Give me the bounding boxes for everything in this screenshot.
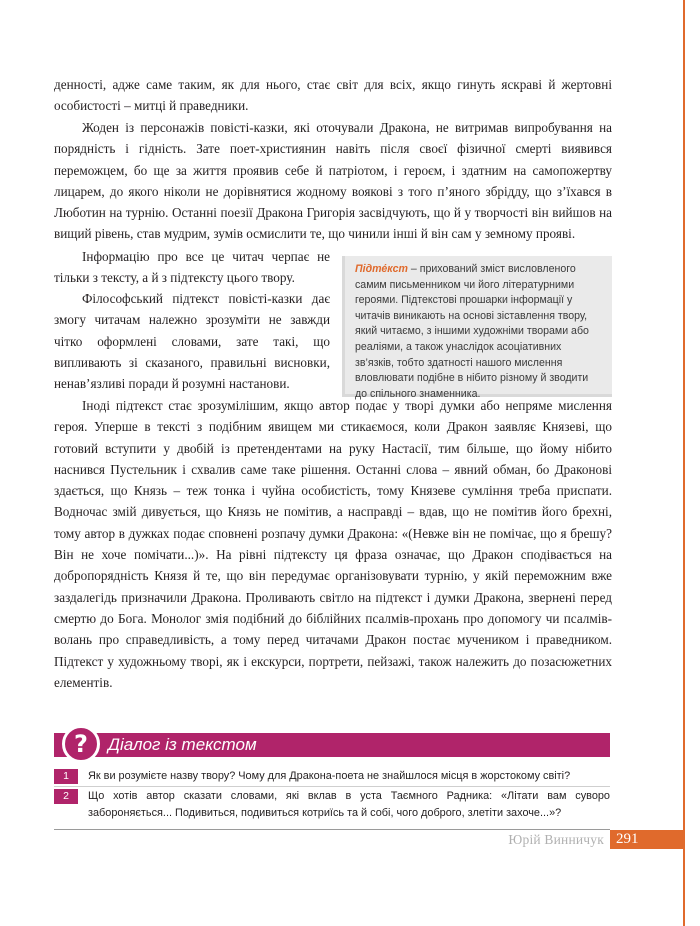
definition-body: – прихований зміст висловленого самим письменником чи його літературними героями. Підтекстові прошарки інформації у читачів виникають на основі зіставлення твору, який читаємо, з іншими художніми творами або реаліями, а також унаслідок асоціативних зв’язків, тобто здатності нашого мислення вловлювати подібне в нібито різному й зводити до спільного знаменника. bbox=[355, 263, 589, 400]
question-text-1: Як ви розумієте назву твору? Чому для Дракона-поета не знайшлося місця в жорстокому світі? bbox=[88, 770, 571, 782]
paragraph-3: Інформацію про все це читач черпає не тільки з тексту, а й з підтексту цього твору. bbox=[54, 249, 330, 286]
question-number-1: 1 bbox=[54, 769, 78, 784]
paragraph-1: денності, адже саме таким, як для нього, стає світ для всіх, якщо гинуть яскраві й жертовні особистості – митці й праведники. bbox=[54, 77, 612, 114]
definition-term: Підте́кст bbox=[355, 263, 408, 275]
footer-author: Юрій Винничук bbox=[508, 832, 604, 847]
question-divider bbox=[54, 786, 610, 787]
page-edge-rule bbox=[683, 0, 685, 926]
dialog-title: Діалог із текстом bbox=[108, 735, 257, 754]
question-number-2: 2 bbox=[54, 789, 78, 804]
definition-note bbox=[342, 256, 612, 400]
paragraph-2: Жоден із персонажів повісті-казки, які оточували Дракона, не витримав випробування на порядність і гідність. Зате поет-християнин навіть після своєї фізичної смерті виявився переможцем, бо ще за життя проявив себе й патріотом, і героєм, і здатним на самопожертву лицарем, до якого ніколи не дорівнятися жодному воякові з того п’яного збрідду, що з’їхався в Люботин на турнію. Останні поезії Дракона Григорія засвідчують, що й у творчості він вийшов на вищий рівень, став мудрим, зумів осмислити те, що чинили інші й він сам у земному прояві. bbox=[54, 120, 612, 242]
page-number: 291 bbox=[612, 830, 683, 849]
definition-text bbox=[355, 262, 602, 402]
question-text-2: Що хотів автор сказати словами, які вклав в уста Таємного Радника: «Літати вам суворо забороняється... Подивиться, подивиться котриїсь та й собі, чого доброго, злетіти захоче...»? bbox=[88, 790, 610, 819]
paragraph-4: Філософський підтекст повісті-казки дає змогу читачам належно зрозуміти не завжди чітко оформлені словами, зате такі, що випливають зі сказаного, правильні висновки, ненав’язливі поради й розумні настанови. bbox=[54, 291, 330, 392]
question-mark-icon: ? bbox=[62, 725, 100, 763]
paragraph-5: Іноді підтекст стає зрозумілішим, якщо автор подає у творі думки або непряме мислення героя. Уперше в тексті з подібним явищем ми стикаємося, коли Дракон заявляє Князеві, що готовий вступити у двобій із претендентами на руку Настасії, тим більше, що йому нібито наснився Пустельник і схвалив саме таке рішення. Останні слова – явний обман, бо Драконові здається, що Князь – теж тонка і чуйна особистість, тому Князеве сумління треба приспати. Водночас змій дивується, що Князь не помітив, а насправді – вдав, що не помітив його брехні, тому автор в дужках подає сповнені розпачу думки Дракона: «(Невже він не помічає, що я брешу? Він не хоче помічати...)». На рівні підтексту ця фраза означає, що Дракон сподівається на добропорядність Князя й те, що він передумає організовувати турнію, у якій переможним вже заздалегідь призначили Дракона. Проливають світло на підтекст і думки Дракона, звернені перед смертю до Бога. Монолог змія подібний до біблійних псалмів-прохань про допомогу чи псалмів-волань про справедливість, а тому перед читачами Дракон постає мучеником і праведником. Підтекст у художньому творі, як і екскурси, портрети, пейзажі, також належить до позасюжетних елементів. bbox=[54, 398, 612, 690]
